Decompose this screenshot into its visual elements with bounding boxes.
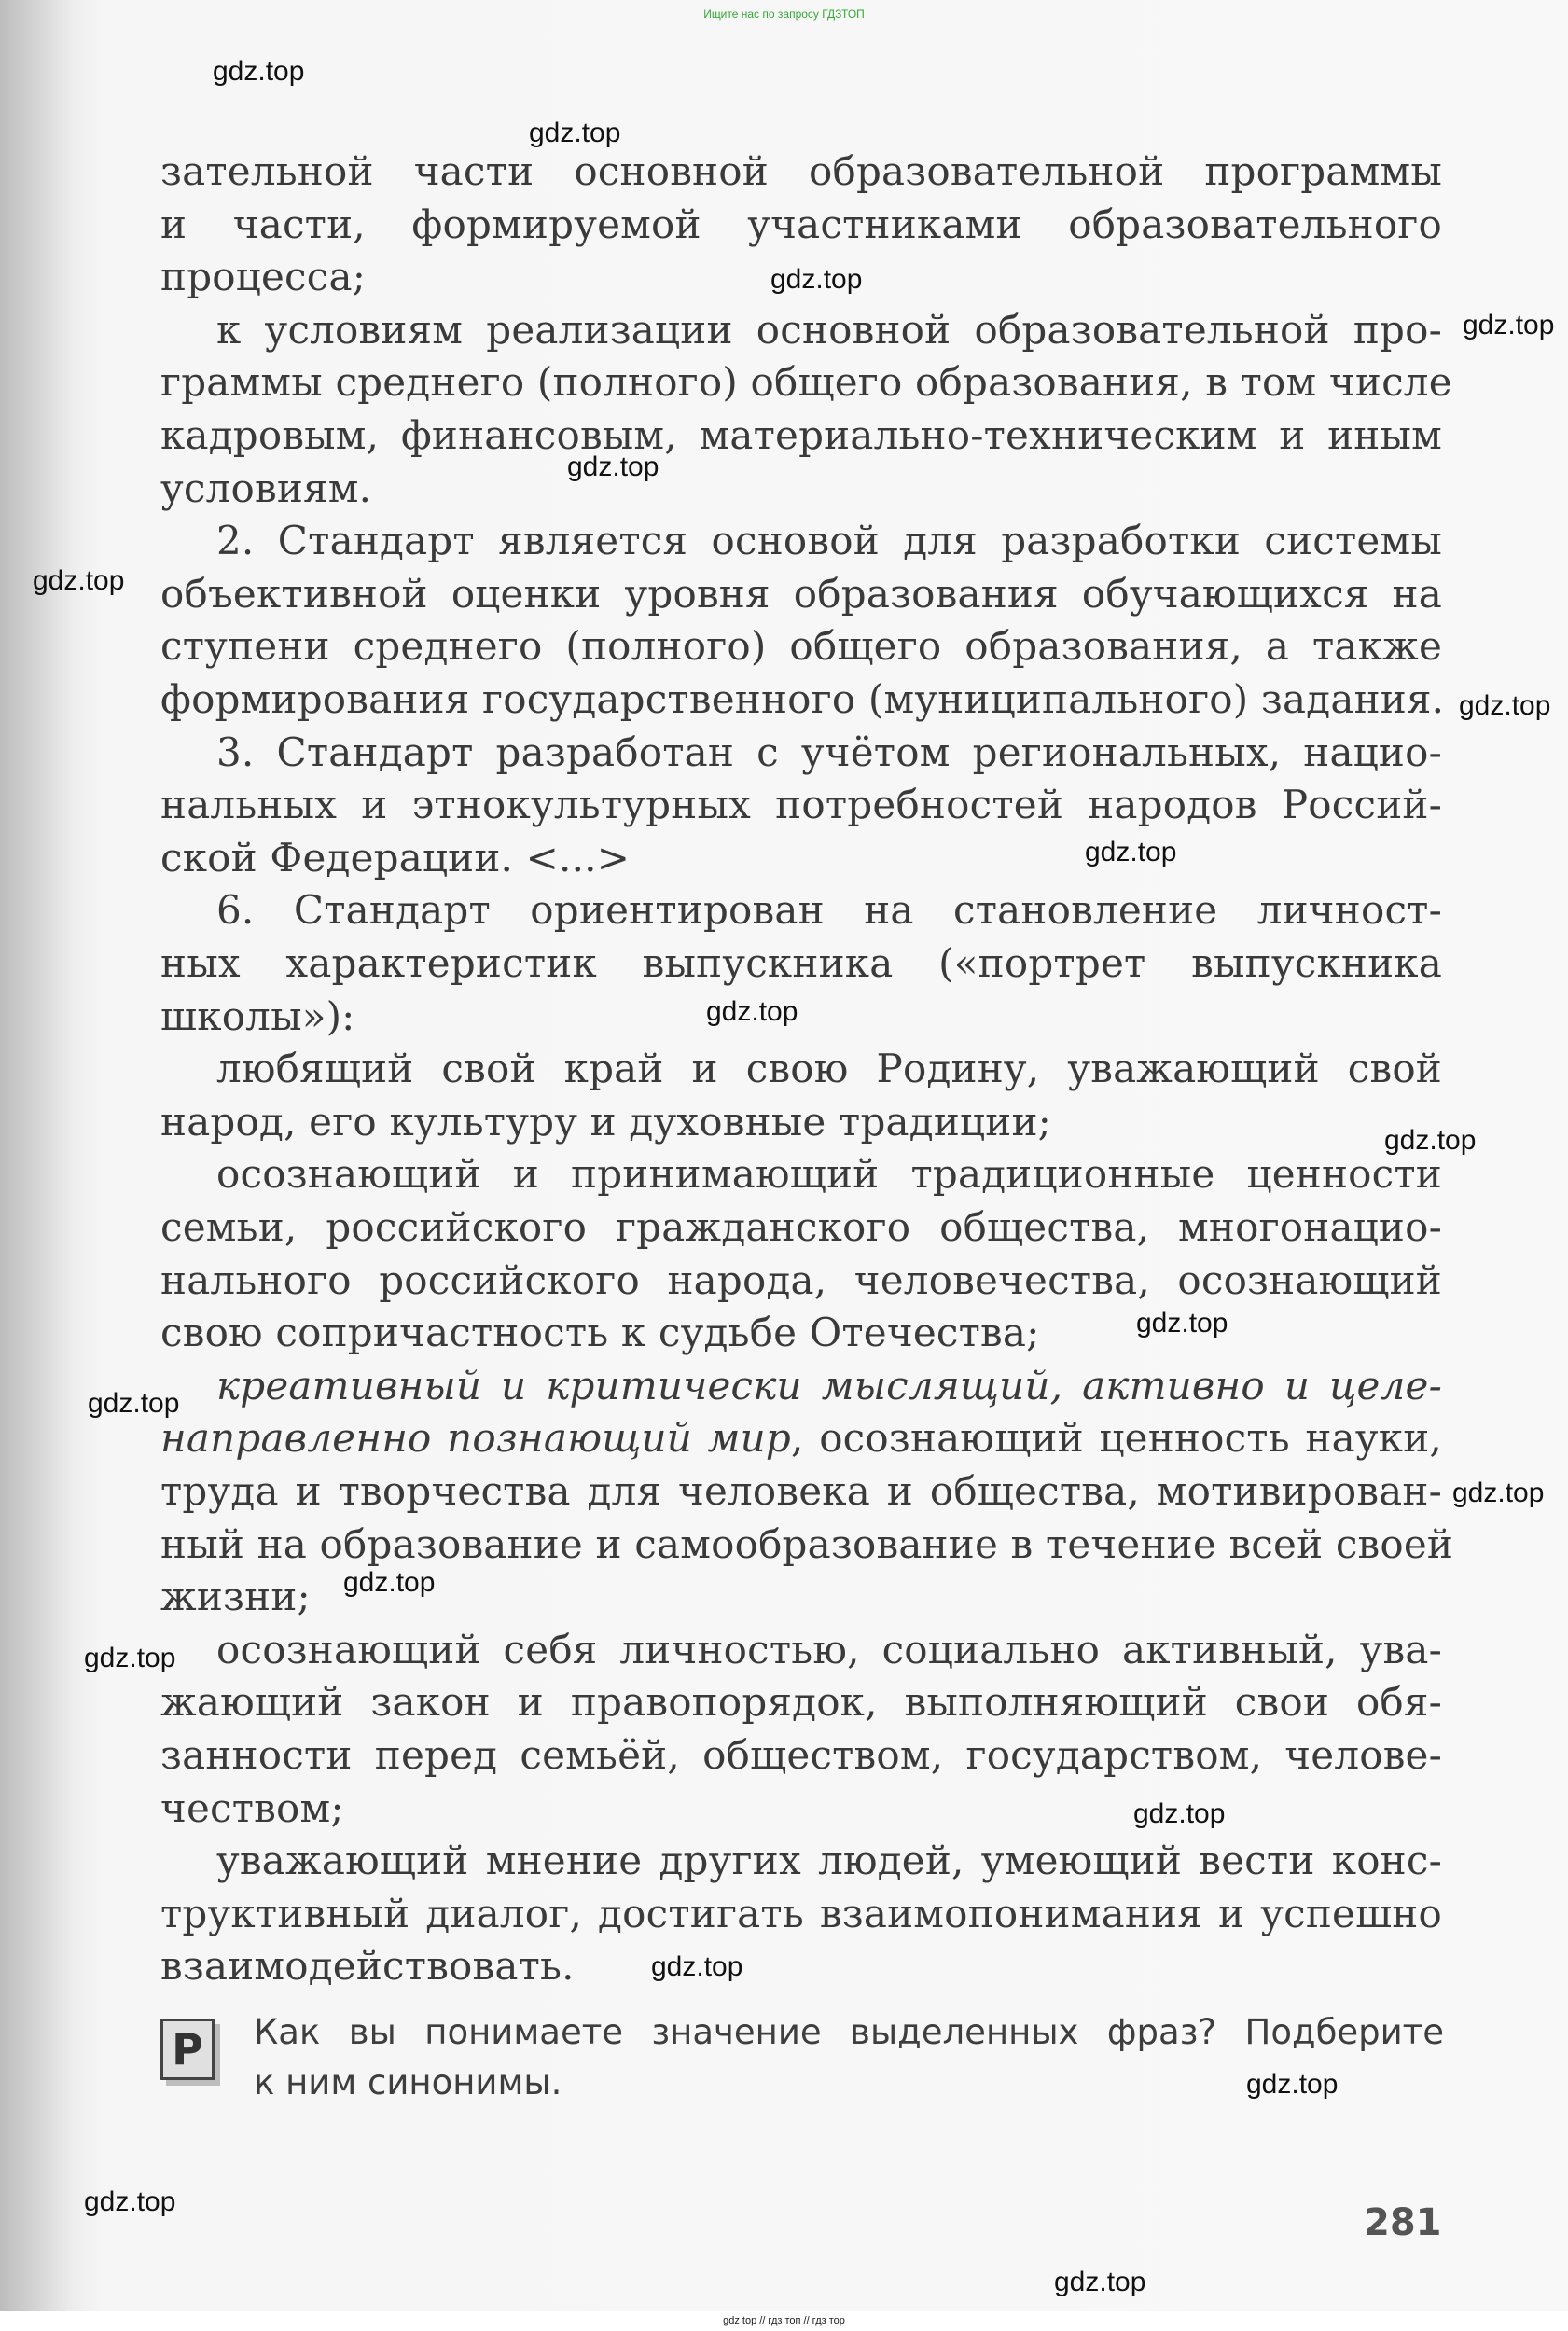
text-line [160,1729,1442,1782]
text-span: к условиям реализации основной образовательной про- [216,307,1442,353]
text-line [160,673,1445,726]
text-line [160,991,1442,1043]
text-line [160,620,1442,673]
text-span: объективной оценки уровня образования обучающихся на [160,571,1442,617]
text-span: формирования государственного (муниципального) задания. [160,676,1445,722]
watermark: gdz.top [343,1567,436,1598]
highlighted-phrase: направленно познающий мир [160,1415,792,1461]
text-span: любящий свой край и свою Родину, уважающий свой [216,1046,1442,1091]
text-line [160,779,1442,831]
watermark: gdz.top [84,2186,176,2217]
footer-links[interactable]: gdz top // гдз топ // гдз тор [723,2315,845,2326]
text-line [160,1519,1454,1571]
text-span: семьи, российского гражданского общества, многонацио- [160,1204,1442,1250]
highlighted-phrase: креативный и критически мыслящий, активно и целе- [216,1363,1442,1408]
watermark: gdz.top [1452,1478,1545,1508]
text-line [216,304,1442,356]
watermark: gdz.top [1459,690,1551,721]
page-number: 281 [1364,2201,1442,2244]
text-span: процесса; [160,254,367,299]
text-span: труда и творчества для человека и общества, мотивирован- [160,1468,1442,1514]
task-question-line-2: к ним синонимы. [254,2062,562,2102]
text-line [216,884,1442,937]
text-span: 6. Стандарт ориентирован на становление личност- [216,887,1442,933]
watermark: gdz.top [651,1951,743,1982]
text-span: народ, его культуру и духовные традиции; [160,1099,1051,1145]
watermark: gdz.top [213,56,305,87]
text-span: жающий закон и правопорядок, выполняющий свои обя- [160,1679,1442,1725]
watermark: gdz.top [1463,310,1555,340]
text-span: , осознающий ценность науки, [791,1415,1442,1461]
text-span: взаимодействовать. [160,1943,575,1989]
text-span: граммы среднего (полного) общего образования, в том числе [160,359,1452,405]
watermark: gdz.top [1085,837,1177,867]
text-span: условиям. [160,465,372,511]
text-line [160,1676,1442,1728]
text-line [160,937,1442,990]
text-span: ступени среднего (полного) общего образования, а также [160,623,1442,669]
watermark: gdz.top [84,1643,176,1673]
text-span: школы»): [160,993,355,1039]
text-span: кадровым, финансовым, материально-техническим и иным [160,412,1442,458]
text-line [160,463,1442,515]
text-span: уважающий мнение других людей, умеющий вести конс- [216,1838,1442,1883]
text-line [160,1412,1442,1464]
text-line [160,1096,1442,1148]
watermark: gdz.top [1384,1125,1477,1156]
text-line [160,199,1442,251]
text-span: нального российского народа, человечества, осознающий [160,1257,1442,1303]
text-line [160,832,1442,884]
text-span: ской Федерации. <...> [160,835,631,881]
text-span: чеством; [160,1785,344,1831]
watermark: gdz.top [567,451,659,482]
watermark: gdz.top [1133,1798,1226,1829]
text-line [160,1307,1442,1359]
text-line [160,568,1442,620]
text-line [216,1360,1442,1412]
text-span: нальных и этнокультурных потребностей народов Россий- [160,782,1442,827]
task-question-line-1: Как вы понимаете значение выделенных фраз? Подберите [254,2012,1444,2052]
watermark: gdz.top [529,118,621,148]
text-span: 2. Стандарт является основой для разработки системы [216,518,1442,563]
top-banner: Ищите нас по запросу ГДЗТОП [703,7,865,21]
watermark: gdz.top [770,264,863,295]
text-span: ный на образование и самообразование в течение всей своей [160,1521,1454,1567]
text-line [216,1624,1442,1676]
text-span: осознающий себя личностью, социально активный, ува- [216,1627,1442,1672]
text-span: и части, формируемой участниками образовательного [160,201,1442,247]
text-line [160,1940,1442,1992]
text-line [160,1888,1442,1940]
text-span: осознающий и принимающий традиционные ценности [216,1151,1442,1197]
watermark: gdz.top [706,996,798,1027]
text-line [160,1255,1442,1307]
text-line [216,727,1442,779]
text-span: жизни; [160,1574,311,1619]
text-line [160,1465,1442,1518]
text-span: 3. Стандарт разработан с учётом региональных, нацио- [216,729,1442,775]
watermark: gdz.top [1136,1308,1228,1339]
text-line [160,146,1442,198]
text-line [216,515,1442,567]
text-span: труктивный диалог, достигать взаимопонимания и успешно [160,1891,1442,1936]
watermark: gdz.top [1054,2267,1146,2297]
text-span: занности перед семьёй, обществом, государством, челове- [160,1732,1442,1778]
text-line [160,356,1452,409]
watermark: gdz.top [33,565,125,596]
watermark: gdz.top [1246,2069,1339,2100]
text-line [216,1148,1442,1200]
text-line [160,1783,1442,1835]
text-line [160,1201,1442,1254]
text-span: свою сопричастность к судьбе Отечества; [160,1310,1040,1355]
watermark: gdz.top [88,1388,180,1419]
text-line [216,1043,1442,1095]
text-span: зательной части основной образовательной программы [160,148,1442,194]
task-badge: Р [160,2019,215,2080]
text-line [216,1835,1442,1887]
text-span: ных характеристик выпускника («портрет выпускника [160,940,1442,986]
text-line [160,409,1442,462]
